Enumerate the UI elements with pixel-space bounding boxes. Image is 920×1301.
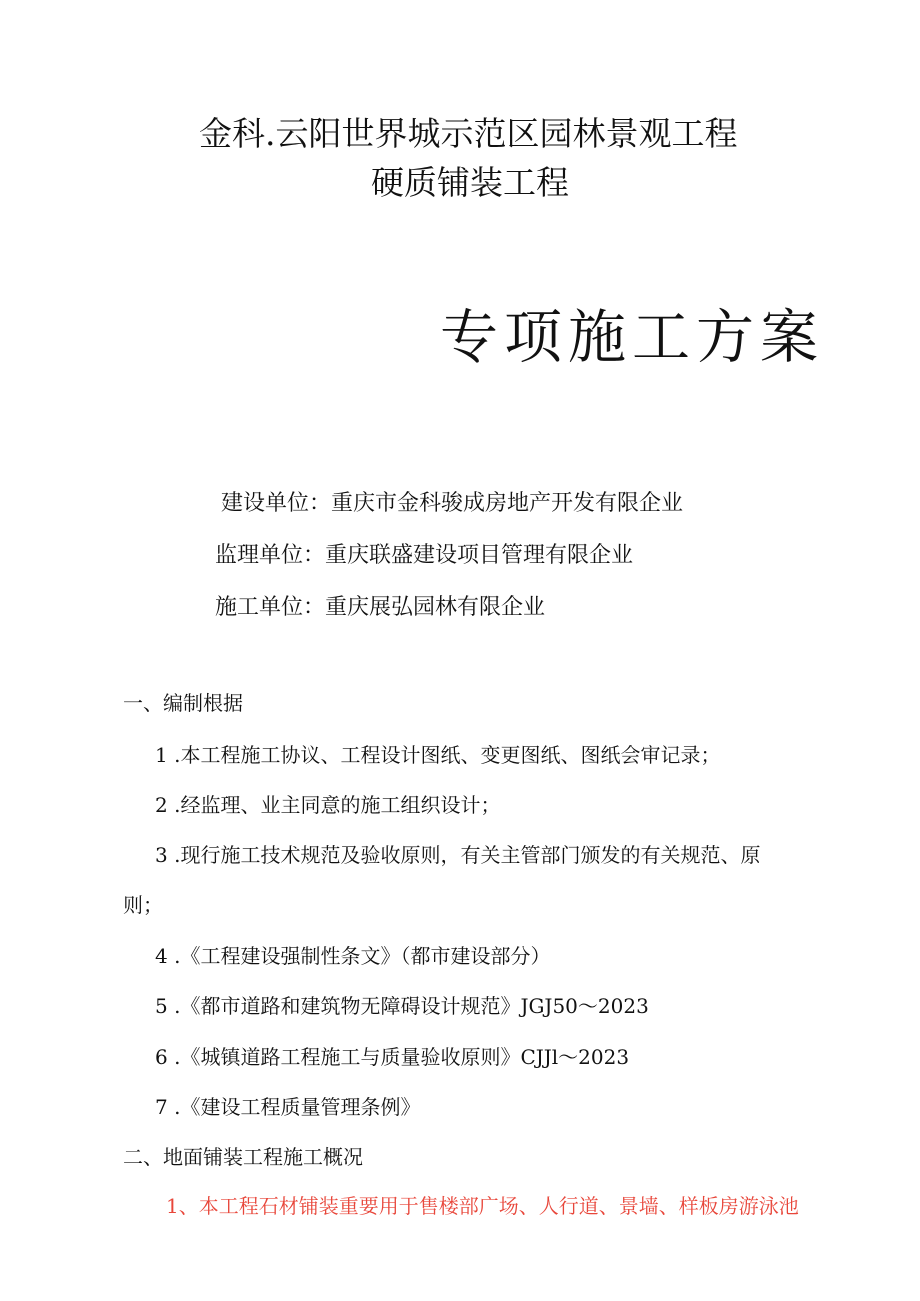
- basis-item-3: 3 .现行施工技术规范及验收原则，有关主管部门颁发的有关规范、原: [155, 843, 761, 867]
- section-1-heading: 一、编制根据: [123, 691, 243, 715]
- supervision-unit: 监理单位：重庆联盛建设项目管理有限企业: [215, 543, 634, 568]
- contractor-unit: 施工单位：重庆展弘园林有限企业: [215, 595, 546, 620]
- basis-item-7: 7 .《建设工程质量管理条例》: [155, 1095, 421, 1119]
- basis-item-1: 1 .本工程施工协议、工程设计图纸、变更图纸、图纸会审记录；: [155, 743, 721, 767]
- main-title: 专项施工方案: [440, 303, 825, 371]
- section-2-heading: 二、地面铺装工程施工概况: [123, 1145, 363, 1169]
- basis-item-4: 4 .《工程建设强制性条文》（都市建设部分）: [155, 944, 551, 968]
- title-line-2: 硬质铺装工程: [371, 163, 569, 202]
- basis-item-5: 5 .《都市道路和建筑物无障碍设计规范》JGJ50～2023: [155, 994, 649, 1018]
- basis-item-3-continued: 则；: [123, 893, 163, 917]
- construction-unit: 建设单位：重庆市金科骏成房地产开发有限企业: [221, 491, 684, 516]
- basis-item-2: 2 .经监理、业主同意的施工组织设计；: [155, 793, 501, 817]
- highlighted-overview-item: 1、本工程石材铺装重要用于售楼部广场、人行道、景墙、样板房游泳池: [166, 1194, 799, 1218]
- title-line-1: 金科.云阳世界城示范区园林景观工程: [199, 114, 738, 153]
- basis-item-6: 6 .《城镇道路工程施工与质量验收原则》CJJl～2023: [155, 1045, 630, 1069]
